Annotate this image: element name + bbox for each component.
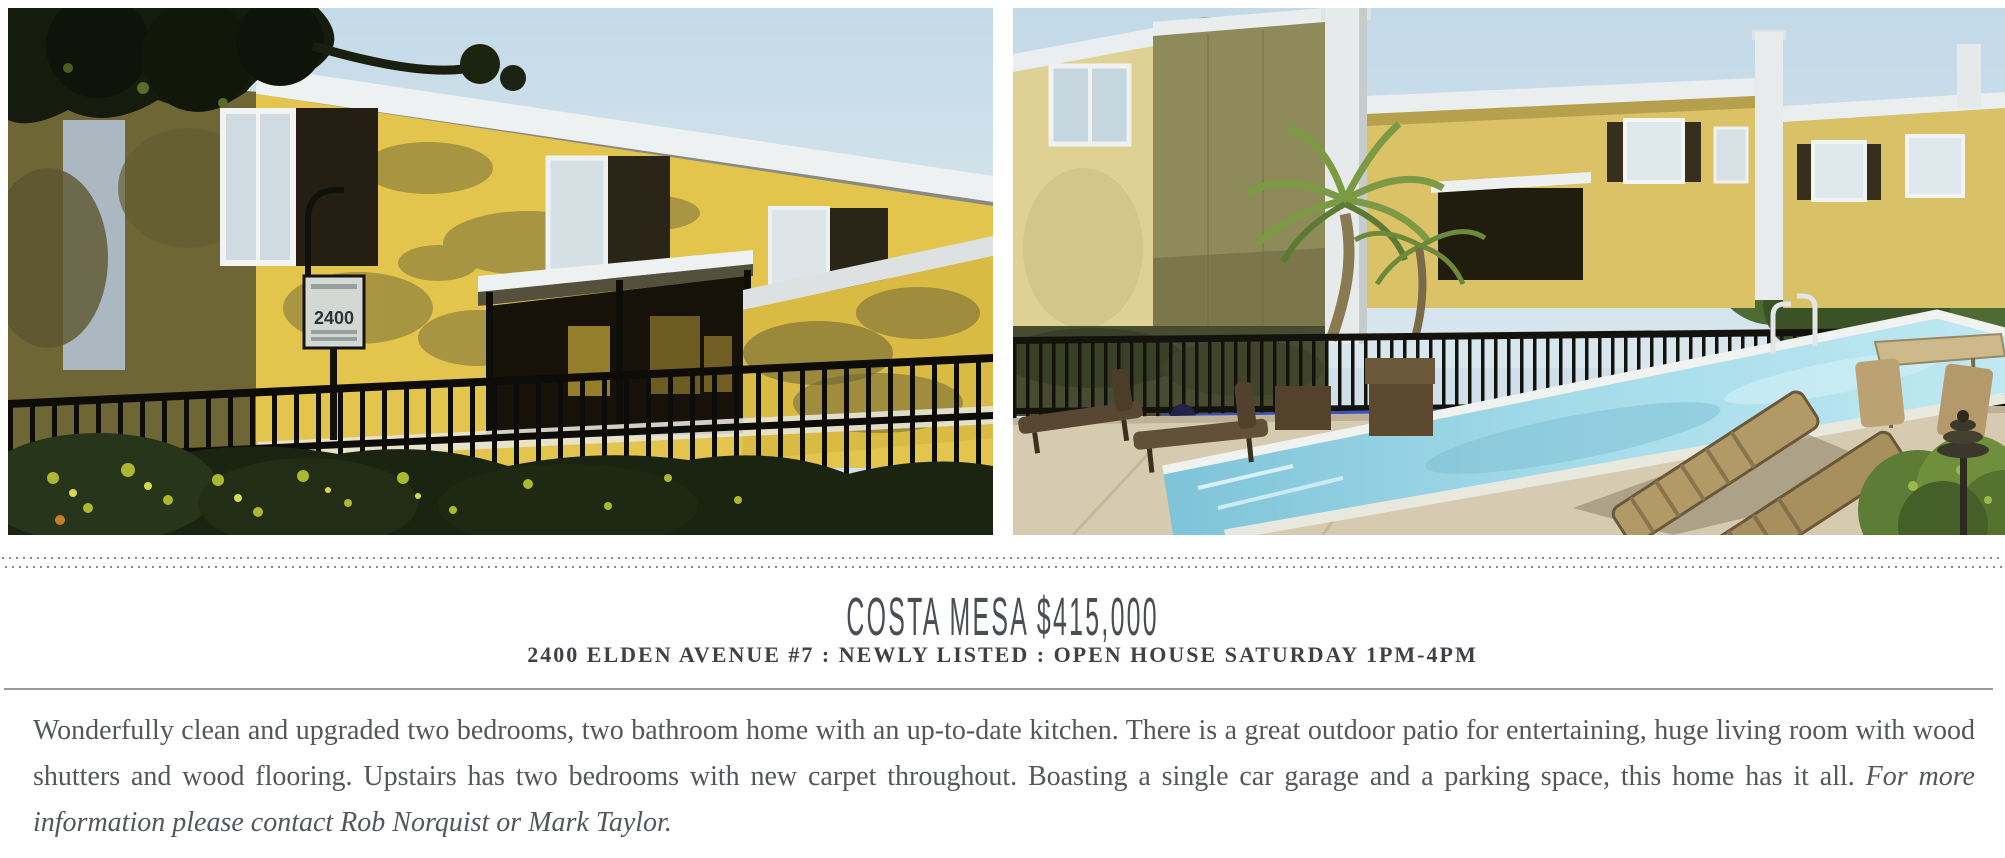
- listing-title: COSTA MESA $415,000: [846, 587, 1159, 647]
- title-row: [0, 587, 2005, 647]
- shaded-wall: [1153, 8, 1325, 340]
- listing-subtitle: 2400 ELDEN AVENUE #7 : NEWLY LISTED : OPEN HOUSE SATURDAY 1PM-4PM: [527, 642, 1478, 667]
- front-exterior-illustration: [8, 8, 993, 535]
- pool-courtyard-illustration: [1013, 8, 2005, 535]
- listing-description: [33, 708, 1975, 846]
- subtitle-row: [0, 642, 2005, 668]
- dotted-divider: [2, 556, 2003, 568]
- pool-courtyard-photo[interactable]: [1013, 8, 2005, 535]
- left-building: [1013, 28, 1153, 340]
- front-exterior-photo[interactable]: [8, 8, 993, 535]
- description-text: Wonderfully clean and upgraded two bedrooms, two bathroom home with an up-to-date kitchen. There is a great outdoor patio for entertaining, huge living room with wood shutters and wood flooring. Upstairs has two bedrooms with new carpet throughout. Boasting a single car garage and a parking space, this home has it all.: [33, 715, 1975, 792]
- horizontal-rule: [4, 688, 1993, 690]
- sign-number: 2400: [313, 308, 355, 328]
- description-contact-text: For more information please contact Rob Norquist or Mark Taylor.: [33, 761, 1975, 838]
